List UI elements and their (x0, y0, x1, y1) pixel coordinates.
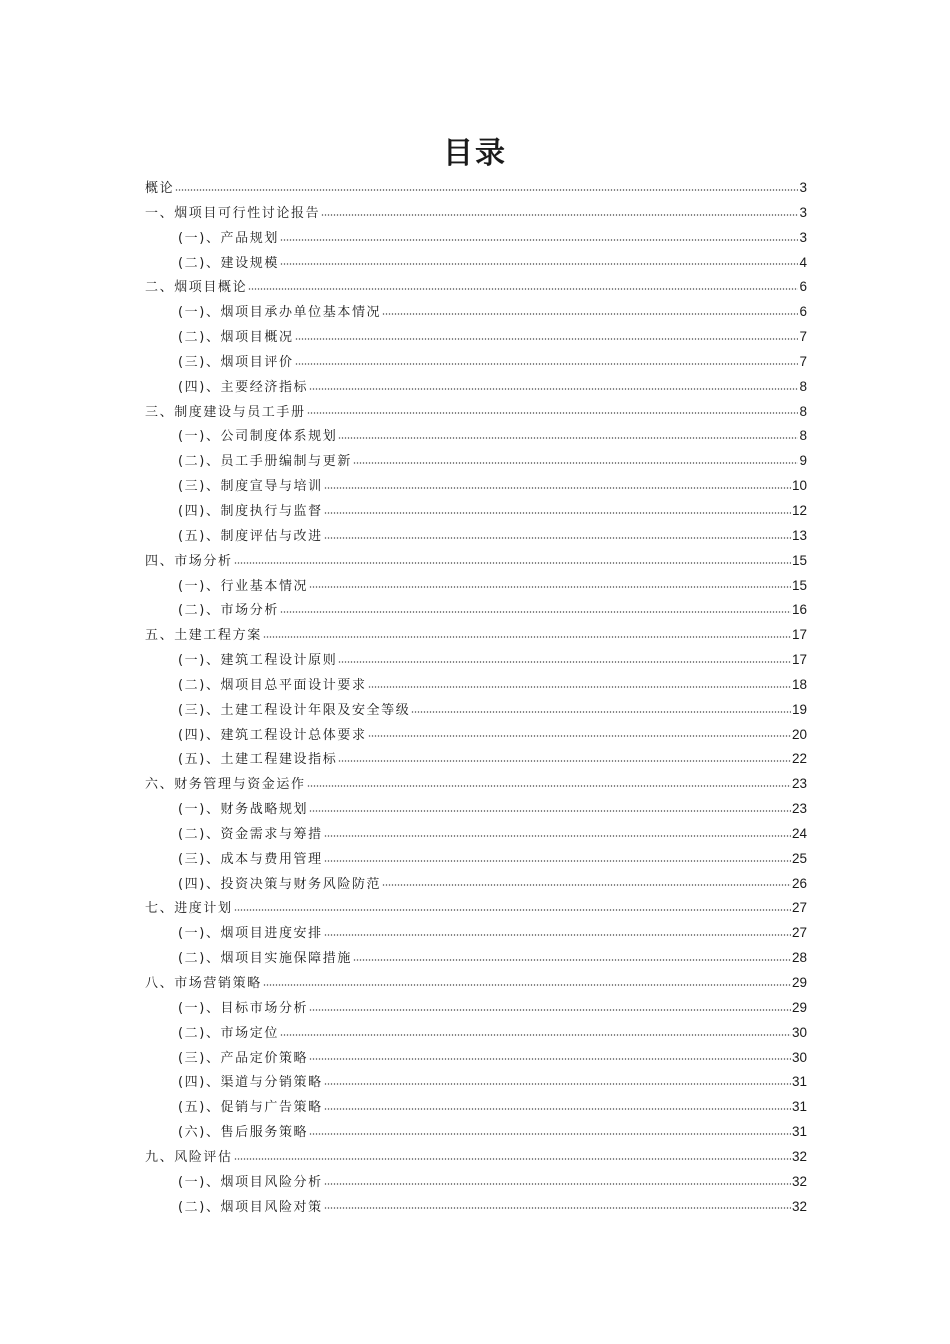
toc-page-number: 3 (799, 229, 807, 245)
toc-dot-leader (411, 711, 791, 713)
toc-entry-label: (五)、土建工程建设指标 (178, 752, 338, 768)
toc-dot-leader (368, 735, 791, 737)
toc-page-number: 8 (799, 428, 807, 444)
toc-page-number: 3 (799, 180, 807, 195)
toc-entry-label: 四、市场分析 (145, 553, 233, 569)
toc-dot-leader (248, 288, 798, 290)
toc-dot-leader (234, 1158, 791, 1160)
toc-entry-label: (二)、员工手册编制与更新 (178, 454, 352, 470)
toc-page-number: 23 (791, 776, 807, 792)
toc-section-entry[interactable] (145, 375, 807, 400)
toc-dot-leader (309, 388, 798, 390)
toc-section-entry[interactable] (145, 325, 807, 350)
toc-entry-label: (四)、制度执行与监督 (178, 503, 323, 519)
toc-section-entry[interactable] (145, 524, 807, 549)
toc-entry-label: (一)、财务战略规划 (178, 802, 309, 818)
toc-entry-label: (三)、产品定价策略 (178, 1050, 309, 1066)
toc-entry-label: (六)、售后服务策略 (178, 1125, 309, 1141)
toc-entry-label: 二、烟项目概论 (145, 280, 248, 296)
toc-section-entry[interactable] (145, 226, 807, 251)
toc-section-entry[interactable] (145, 847, 807, 872)
toc-page-number: 7 (799, 329, 807, 345)
toc-entry-label: 九、风险评估 (145, 1149, 233, 1165)
toc-page-number: 29 (791, 975, 807, 990)
toc-section-entry[interactable] (145, 747, 807, 772)
toc-entry-label: (三)、成本与费用管理 (178, 851, 323, 867)
toc-dot-leader (353, 959, 791, 961)
toc-section-entry[interactable] (145, 1095, 807, 1120)
toc-page-number: 30 (791, 1049, 807, 1065)
toc-chapter-entry[interactable] (145, 971, 807, 996)
toc-dot-leader (234, 909, 791, 911)
toc-entry-label: (四)、建筑工程设计总体要求 (178, 727, 367, 743)
toc-section-entry[interactable] (145, 797, 807, 822)
toc-section-entry[interactable] (145, 1021, 807, 1046)
toc-section-entry[interactable] (145, 1070, 807, 1095)
toc-entry-label: (二)、烟项目概况 (178, 330, 294, 346)
toc-page-number: 19 (791, 701, 807, 717)
toc-page-number: 27 (791, 900, 807, 916)
toc-section-entry[interactable] (145, 946, 807, 971)
toc-section-entry[interactable] (145, 499, 807, 524)
toc-page-number: 17 (791, 627, 807, 643)
toc-chapter-entry[interactable] (145, 896, 807, 921)
toc-entry-label: 八、市场营销策略 (145, 976, 262, 991)
toc-page-number: 15 (791, 577, 807, 593)
toc-section-entry[interactable] (145, 723, 807, 748)
toc-page-number: 31 (791, 1124, 807, 1140)
toc-entry-label: (五)、促销与广告策略 (178, 1100, 323, 1116)
toc-dot-leader (295, 363, 799, 365)
toc-dot-leader (280, 1034, 791, 1036)
toc-chapter-entry[interactable] (145, 400, 807, 425)
toc-dot-leader (338, 437, 798, 439)
toc-entry-label: (一)、行业基本情况 (178, 578, 309, 594)
toc-dot-leader (309, 1009, 791, 1011)
toc-chapter-entry[interactable] (145, 176, 807, 201)
toc-page-number: 16 (791, 602, 807, 618)
toc-entry-label: 一、烟项目可行性讨论报告 (145, 205, 321, 221)
toc-dot-leader (309, 586, 791, 588)
toc-dot-leader (280, 263, 799, 265)
toc-dot-leader (338, 661, 791, 663)
toc-entry-label: (一)、公司制度体系规划 (178, 429, 338, 445)
toc-page-number: 8 (799, 378, 807, 394)
toc-chapter-entry[interactable] (145, 201, 807, 226)
toc-section-entry[interactable] (145, 673, 807, 698)
toc-dot-leader (324, 1083, 791, 1085)
toc-dot-leader (353, 462, 799, 464)
toc-entry-label: (一)、烟项目承办单位基本情况 (178, 305, 382, 321)
toc-entry-label: (二)、烟项目实施保障措施 (178, 951, 352, 967)
toc-page-number: 10 (791, 478, 807, 494)
toc-entry-label: (二)、市场分析 (178, 603, 279, 619)
toc-dot-leader (324, 934, 791, 936)
toc-entry-label: (一)、建筑工程设计原则 (178, 653, 338, 669)
toc-section-entry[interactable] (145, 1120, 807, 1145)
toc-page-number: 24 (791, 825, 807, 841)
toc-section-entry[interactable] (145, 698, 807, 723)
toc-section-entry[interactable] (145, 449, 807, 474)
toc-dot-leader (324, 487, 791, 489)
toc-dot-leader (309, 810, 791, 812)
toc-section-entry[interactable] (145, 300, 807, 325)
toc-entry-label: (四)、投资决策与财务风险防范 (178, 876, 382, 892)
toc-page-number: 27 (791, 925, 807, 941)
toc-dot-leader (382, 884, 791, 886)
toc-dot-leader (263, 636, 791, 638)
toc-entry-label: 六、财务管理与资金运作 (145, 777, 306, 793)
toc-entry-label: (四)、渠道与分销策略 (178, 1075, 323, 1091)
toc-page-number: 28 (791, 950, 807, 966)
toc-page-number: 30 (791, 1024, 807, 1040)
toc-entry-label: (三)、制度宣导与培训 (178, 479, 323, 495)
toc-entry-label: (一)、烟项目风险分析 (178, 1174, 323, 1190)
toc-dot-leader (324, 835, 791, 837)
toc-section-entry[interactable] (145, 872, 807, 897)
toc-page-number: 6 (799, 279, 807, 295)
toc-entry-label: (二)、烟项目风险对策 (178, 1199, 323, 1215)
toc-section-entry[interactable] (145, 648, 807, 673)
toc-entry-label: (二)、烟项目总平面设计要求 (178, 677, 367, 693)
toc-dot-leader (307, 785, 791, 787)
toc-section-entry[interactable] (145, 1046, 807, 1071)
toc-entry-label: (三)、烟项目评价 (178, 354, 294, 370)
toc-page-number: 9 (799, 453, 807, 469)
toc-dot-leader (382, 313, 798, 315)
toc-section-entry[interactable] (145, 474, 807, 499)
toc-dot-leader (175, 189, 798, 191)
toc-chapter-entry[interactable] (145, 772, 807, 797)
toc-chapter-entry[interactable] (145, 623, 807, 648)
toc-page-number: 8 (799, 403, 807, 419)
toc-page-number: 22 (791, 751, 807, 767)
toc-entry-label: (二)、建设规模 (178, 255, 279, 271)
toc-chapter-entry[interactable] (145, 1145, 807, 1170)
toc-page-number: 4 (799, 254, 807, 270)
toc-section-entry[interactable] (145, 996, 807, 1021)
toc-entry-label: (四)、主要经济指标 (178, 379, 309, 395)
toc-dot-leader (295, 338, 799, 340)
toc-section-entry[interactable] (145, 1170, 807, 1195)
toc-entry-label: (一)、目标市场分析 (178, 1000, 309, 1016)
toc-page-number: 3 (799, 204, 807, 220)
toc-section-entry[interactable] (145, 1195, 807, 1220)
toc-page-number: 32 (791, 1198, 807, 1214)
toc-section-entry[interactable] (145, 598, 807, 623)
toc-section-entry[interactable] (145, 822, 807, 847)
toc-entry-label: (二)、资金需求与筹措 (178, 826, 323, 842)
toc-dot-leader (324, 860, 791, 862)
toc-page-number: 13 (791, 527, 807, 543)
toc-dot-leader (280, 611, 791, 613)
toc-section-entry[interactable] (145, 921, 807, 946)
toc-page-number: 12 (791, 502, 807, 518)
toc-section-entry[interactable] (145, 350, 807, 375)
toc-dot-leader (324, 512, 791, 514)
toc-entry-label: 七、进度计划 (145, 901, 233, 917)
toc-page-number: 17 (791, 652, 807, 668)
toc-section-entry[interactable] (145, 574, 807, 599)
toc-page-number: 32 (791, 1148, 807, 1164)
toc-page-number: 6 (799, 304, 807, 320)
toc-page-number: 32 (791, 1173, 807, 1189)
toc-entry-label: (一)、产品规划 (178, 230, 279, 246)
toc-entry-label: 五、土建工程方案 (145, 628, 262, 644)
toc-entry-label: (五)、制度评估与改进 (178, 528, 323, 544)
toc-title: 目录 (443, 136, 507, 171)
toc-entry-label: (三)、土建工程设计年限及安全等级 (178, 702, 411, 718)
toc-dot-leader (338, 760, 791, 762)
toc-page-number: 26 (791, 875, 807, 891)
toc-page-number: 7 (799, 353, 807, 369)
toc-section-entry[interactable] (145, 251, 807, 276)
toc-dot-leader (324, 537, 791, 539)
toc-entry-label: 概论 (145, 181, 175, 196)
toc-dot-leader (263, 984, 791, 986)
toc-dot-leader (307, 412, 799, 414)
toc-page-number: 31 (791, 1074, 807, 1090)
toc-chapter-entry[interactable] (145, 275, 807, 300)
toc-dot-leader (280, 239, 799, 241)
toc-page-number: 31 (791, 1099, 807, 1115)
toc-dot-leader (309, 1133, 791, 1135)
table-of-contents (145, 176, 807, 1219)
toc-entry-label: (一)、烟项目进度安排 (178, 926, 323, 942)
toc-dot-leader (309, 1058, 791, 1060)
toc-page-number: 20 (791, 726, 807, 742)
toc-section-entry[interactable] (145, 424, 807, 449)
toc-page-number: 25 (791, 850, 807, 866)
toc-page-number: 23 (791, 801, 807, 817)
toc-entry-label: (二)、市场定位 (178, 1025, 279, 1041)
toc-page-number: 29 (791, 999, 807, 1015)
toc-dot-leader (368, 686, 791, 688)
toc-dot-leader (324, 1108, 791, 1110)
toc-dot-leader (324, 1207, 791, 1209)
toc-entry-label: 三、制度建设与员工手册 (145, 404, 306, 420)
toc-dot-leader (234, 562, 791, 564)
toc-chapter-entry[interactable] (145, 549, 807, 574)
toc-page-number: 18 (791, 676, 807, 692)
toc-dot-leader (324, 1183, 791, 1185)
toc-dot-leader (321, 214, 798, 216)
toc-page-number: 15 (791, 552, 807, 568)
